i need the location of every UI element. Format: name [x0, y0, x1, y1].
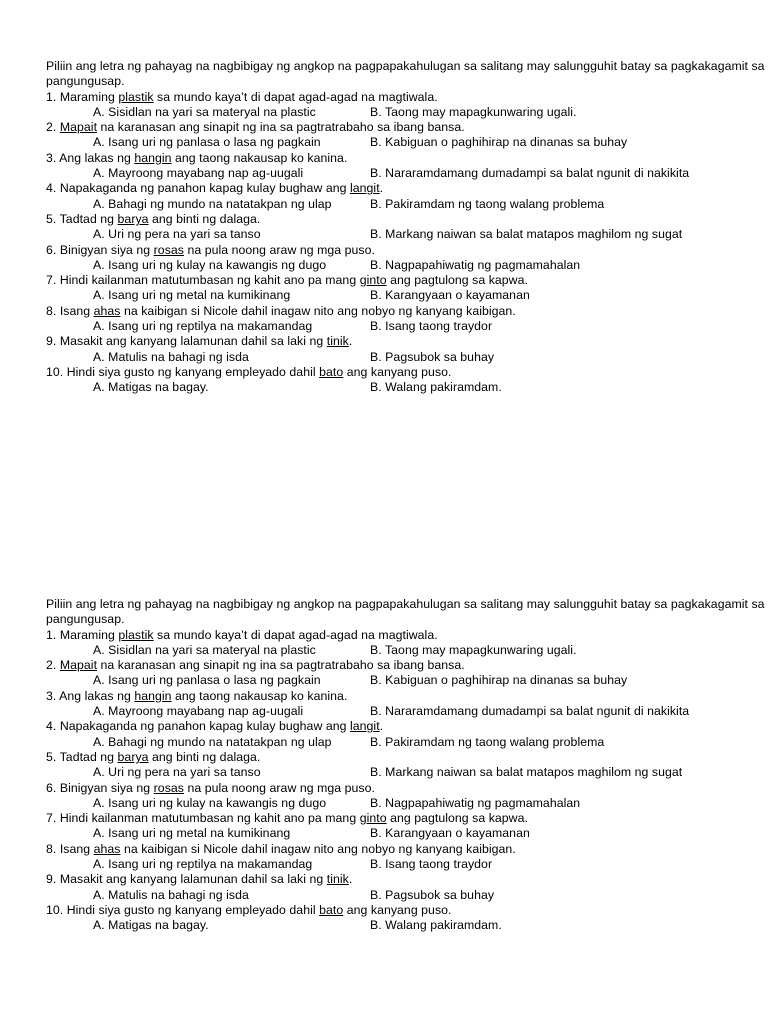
choice-b: B. Nararamdamang dumadampi sa balat ngunit di nakikita [370, 704, 690, 719]
question-number: 7. [46, 273, 57, 288]
question-item [46, 750, 768, 781]
question-text-after: sa mundo kaya’t di dapat agad-agad na magtiwala. [153, 89, 438, 104]
question-text-before: Hindi siya gusto ng kanyang empleyado dahil [66, 364, 320, 379]
choice-b: B. Nagpapahiwatig ng pagmamahalan [370, 795, 581, 810]
question-text [46, 903, 768, 918]
choice-b: B. Isang taong traydor [370, 319, 493, 334]
question-text-after: na karanasan ang sinapit ng ina sa pagtratrabaho sa ibang bansa. [97, 120, 465, 135]
question-text-after: ang pagtulong sa kapwa. [386, 273, 528, 288]
choices-row [46, 796, 768, 811]
underlined-word: hangin [134, 150, 172, 165]
question-text-before: Binigyan siya ng [59, 780, 154, 795]
choice-b: B. Pakiramdam ng taong walang problema [370, 196, 605, 211]
question-number: 2. [46, 658, 57, 673]
choice-a: A. Isang uri ng reptilya na makamandag [93, 857, 313, 872]
question-item [46, 689, 768, 720]
choice-a: A. Isang uri ng metal na kumikinang [93, 826, 291, 841]
question-item [46, 903, 768, 934]
question-text-before: Binigyan siya ng [59, 242, 154, 257]
question-text-before: Hindi kailanman matutumbasan ng kahit ano pa mang [59, 273, 360, 288]
choices-row [46, 826, 768, 841]
question-item [46, 658, 768, 689]
question-text-after: ang binti ng dalaga. [148, 211, 261, 226]
question-text [46, 628, 768, 643]
question-number: 4. [46, 181, 57, 196]
question-text-after: . [348, 872, 353, 887]
question-text-before: Ang lakas ng [59, 150, 135, 165]
question-text-after: . [379, 719, 384, 734]
underlined-word: ginto [359, 273, 387, 288]
choices-row [46, 735, 768, 750]
question-list [46, 90, 768, 396]
choice-a: A. Bahagi ng mundo na natatakpan ng ulap [93, 734, 332, 749]
underlined-word: barya [117, 749, 149, 764]
choice-b: B. Taong may mapagkunwaring ugali. [370, 642, 577, 657]
question-text-after: na pula noong araw ng mga puso. [183, 780, 375, 795]
question-text [46, 181, 768, 196]
underlined-word: Mapait [59, 120, 98, 135]
underlined-word: barya [117, 211, 149, 226]
question-number: 1. [46, 89, 57, 104]
choice-a: A. Uri ng pera na yari sa tanso [93, 765, 261, 780]
question-text-before: Hindi kailanman matutumbasan ng kahit ano pa mang [59, 811, 360, 826]
question-text [46, 689, 768, 704]
choice-a: A. Isang uri ng panlasa o lasa ng pagkain [93, 135, 321, 150]
choices-row [46, 105, 768, 120]
question-item [46, 872, 768, 903]
underlined-word: langit [349, 181, 380, 196]
choices-row [46, 319, 768, 334]
question-text-after: ang kanyang puso. [343, 902, 452, 917]
question-text-after: na pula noong araw ng mga puso. [183, 242, 375, 257]
choices-row [46, 135, 768, 150]
choice-b: B. Nagpapahiwatig ng pagmamahalan [370, 257, 581, 272]
question-text [46, 243, 768, 258]
choices-row [46, 857, 768, 872]
question-text-before: Masakit ang kanyang lalamunan dahil sa laki ng [59, 872, 327, 887]
question-number: 6. [46, 780, 57, 795]
choices-row [46, 918, 768, 933]
choices-row [46, 704, 768, 719]
question-item [46, 365, 768, 396]
choice-b: B. Karangyaan o kayamanan [370, 288, 530, 303]
question-text-before: Maraming [59, 627, 119, 642]
question-item [46, 90, 768, 121]
quiz-copy-bottom [46, 597, 768, 934]
choice-a: A. Isang uri ng kulay na kawangis ng dugo [93, 795, 327, 810]
choices-row [46, 643, 768, 658]
underlined-word: ahas [93, 303, 121, 318]
choice-b: B. Walang pakiramdam. [370, 918, 502, 933]
choices-row [46, 765, 768, 780]
question-text [46, 781, 768, 796]
question-number: 5. [46, 749, 57, 764]
question-text [46, 212, 768, 227]
question-item [46, 781, 768, 812]
question-text-after: ang binti ng dalaga. [148, 749, 261, 764]
choice-b: B. Pakiramdam ng taong walang problema [370, 734, 605, 749]
choice-b: B. Kabiguan o paghihirap na dinanas sa buhay [370, 673, 628, 688]
question-text-after: ang kanyang puso. [343, 364, 452, 379]
choice-a: A. Bahagi ng mundo na natatakpan ng ulap [93, 196, 332, 211]
question-number: 9. [46, 334, 57, 349]
choices-row [46, 197, 768, 212]
choice-a: A. Matigas na bagay. [93, 918, 209, 933]
question-number: 5. [46, 211, 57, 226]
underlined-word: tinik [326, 872, 349, 887]
question-item [46, 811, 768, 842]
question-text-after: ang taong nakausap ko kanina. [171, 150, 348, 165]
question-item [46, 842, 768, 873]
choices-row [46, 288, 768, 303]
choices-row [46, 380, 768, 395]
underlined-word: bato [319, 902, 344, 917]
question-number: 10. [46, 902, 64, 917]
choice-a: A. Isang uri ng panlasa o lasa ng pagkain [93, 673, 321, 688]
underlined-word: plastik [118, 627, 154, 642]
question-item [46, 273, 768, 304]
question-text-before: Napakaganda ng panahon kapag kulay bughaw ang [59, 181, 350, 196]
choice-b: B. Pagsubok sa buhay [370, 349, 495, 364]
question-text [46, 719, 768, 734]
instructions: Piliin ang letra ng pahayag na nagbibigay ng angkop na pagpapakahulugan sa salitang may salungguhit batay sa pagkakagamit sa pangungusap. [46, 59, 765, 89]
question-number: 10. [46, 364, 64, 379]
question-text [46, 151, 768, 166]
question-text [46, 90, 768, 105]
choice-a: A. Matulis na bahagi ng isda [93, 349, 249, 364]
choices-row [46, 888, 768, 903]
choice-a: A. Sisidlan na yari sa materyal na plastic [93, 104, 316, 119]
underlined-word: rosas [153, 780, 184, 795]
question-number: 7. [46, 811, 57, 826]
choice-b: B. Kabiguan o paghihirap na dinanas sa buhay [370, 135, 628, 150]
choice-b: B. Markang naiwan sa balat matapos maghilom ng sugat [370, 227, 683, 242]
question-item [46, 719, 768, 750]
question-text-before: Tadtad ng [59, 211, 118, 226]
question-number: 8. [46, 841, 57, 856]
question-item [46, 120, 768, 151]
choice-a: A. Isang uri ng metal na kumikinang [93, 288, 291, 303]
choice-a: A. Matigas na bagay. [93, 380, 209, 395]
question-text [46, 842, 768, 857]
choice-a: A. Mayroong mayabang nap ag-uugali [93, 704, 304, 719]
choice-a: A. Matulis na bahagi ng isda [93, 887, 249, 902]
question-text-before: Ang lakas ng [59, 688, 135, 703]
choices-row [46, 227, 768, 242]
question-text-after: . [348, 334, 353, 349]
choice-b: B. Isang taong traydor [370, 857, 493, 872]
question-text-before: Isang [59, 303, 94, 318]
choices-row [46, 673, 768, 688]
question-text [46, 304, 768, 319]
question-number: 3. [46, 688, 57, 703]
question-number: 9. [46, 872, 57, 887]
question-text [46, 365, 768, 380]
question-text-before: Tadtad ng [59, 749, 118, 764]
question-number: 3. [46, 150, 57, 165]
question-item [46, 151, 768, 182]
quiz-copy-top [46, 59, 768, 396]
question-text-after: na kaibigan si Nicole dahil inagaw nito ang nobyo ng kanyang kaibigan. [120, 841, 516, 856]
question-item [46, 243, 768, 274]
underlined-word: Mapait [59, 658, 98, 673]
question-text [46, 750, 768, 765]
question-text-after: ang taong nakausap ko kanina. [171, 688, 348, 703]
underlined-word: tinik [326, 334, 349, 349]
question-text-after: na karanasan ang sinapit ng ina sa pagtratrabaho sa ibang bansa. [97, 658, 465, 673]
choices-row [46, 258, 768, 273]
question-text-before: Isang [59, 841, 94, 856]
underlined-word: ginto [359, 811, 387, 826]
choice-a: A. Isang uri ng reptilya na makamandag [93, 319, 313, 334]
question-text [46, 811, 768, 826]
underlined-word: bato [319, 364, 344, 379]
question-number: 8. [46, 303, 57, 318]
choice-a: A. Mayroong mayabang nap ag-uugali [93, 166, 304, 181]
choice-b: B. Pagsubok sa buhay [370, 887, 495, 902]
question-text-after: na kaibigan si Nicole dahil inagaw nito ang nobyo ng kanyang kaibigan. [120, 303, 516, 318]
question-text-after: ang pagtulong sa kapwa. [386, 811, 528, 826]
choice-a: A. Sisidlan na yari sa materyal na plastic [93, 642, 316, 657]
underlined-word: hangin [134, 688, 172, 703]
choice-a: A. Isang uri ng kulay na kawangis ng dugo [93, 257, 327, 272]
choice-a: A. Uri ng pera na yari sa tanso [93, 227, 261, 242]
underlined-word: ahas [93, 841, 121, 856]
question-number: 4. [46, 719, 57, 734]
choices-row [46, 350, 768, 365]
question-item [46, 181, 768, 212]
choice-b: B. Karangyaan o kayamanan [370, 826, 530, 841]
question-list [46, 628, 768, 934]
question-text-before: Masakit ang kanyang lalamunan dahil sa laki ng [59, 334, 327, 349]
question-number: 2. [46, 120, 57, 135]
choice-b: B. Taong may mapagkunwaring ugali. [370, 104, 577, 119]
question-text [46, 872, 768, 887]
underlined-word: plastik [118, 89, 154, 104]
question-text-before: Hindi siya gusto ng kanyang empleyado dahil [66, 902, 320, 917]
question-text [46, 334, 768, 349]
question-text-before: Napakaganda ng panahon kapag kulay bughaw ang [59, 719, 350, 734]
choice-b: B. Nararamdamang dumadampi sa balat ngunit di nakikita [370, 166, 690, 181]
underlined-word: rosas [153, 242, 184, 257]
question-text [46, 658, 768, 673]
question-item [46, 212, 768, 243]
question-text [46, 120, 768, 135]
instructions: Piliin ang letra ng pahayag na nagbibigay ng angkop na pagpapakahulugan sa salitang may salungguhit batay sa pagkakagamit sa pangungusap. [46, 597, 765, 627]
question-text [46, 273, 768, 288]
question-number: 6. [46, 242, 57, 257]
question-number: 1. [46, 627, 57, 642]
choice-b: B. Walang pakiramdam. [370, 380, 502, 395]
question-item [46, 628, 768, 659]
choices-row [46, 166, 768, 181]
question-item [46, 334, 768, 365]
question-text-after: . [379, 181, 384, 196]
question-text-after: sa mundo kaya’t di dapat agad-agad na magtiwala. [153, 627, 438, 642]
question-text-before: Maraming [59, 89, 119, 104]
choice-b: B. Markang naiwan sa balat matapos maghilom ng sugat [370, 765, 683, 780]
underlined-word: langit [349, 719, 380, 734]
question-item [46, 304, 768, 335]
